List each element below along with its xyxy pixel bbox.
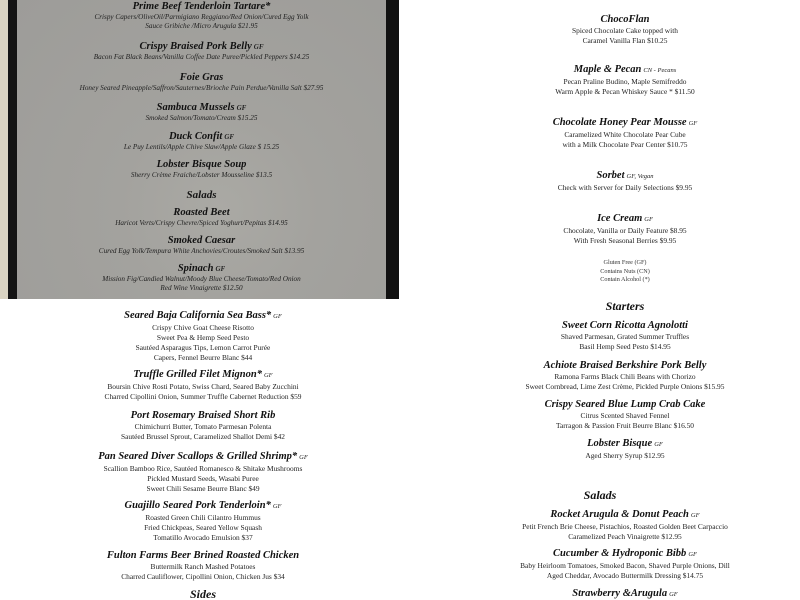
item-desc: Aged Cheddar, Avocado Buttermilk Dressing $14.75	[546, 571, 704, 580]
gf-tag: GF	[654, 441, 663, 448]
gf-tag: GF	[669, 591, 678, 598]
cn-tag: CN - Pecans	[643, 67, 677, 74]
item-desc: Tarragon & Passion Fruit Beurre Blanc $16.50	[555, 421, 695, 430]
item-desc: Pickled Mustard Seeds, Wasabi Puree	[147, 474, 259, 483]
item-desc: Sweet Cornbread, Lime Zest Crème, Pickled Purple Onions $15.95	[525, 382, 725, 391]
item-desc: Capers, Fennel Beurre Blanc $44	[153, 353, 253, 362]
gf-tag: GF	[224, 133, 235, 141]
photo-item	[17, 263, 386, 293]
gf-tag: GF	[690, 512, 700, 519]
photo-item	[17, 131, 386, 152]
photo-item	[17, 207, 386, 228]
item-name: Guajillo Seared Pork Tenderloin*	[124, 500, 271, 511]
item-desc: Crispy Capers/OliveOil/Parmigiano Reggiano/Red Onion/Cured Egg Yolk	[94, 13, 309, 21]
entree-item	[0, 550, 406, 582]
item-name: Lobster Bisque Soup	[156, 159, 247, 170]
item-desc: Check with Server for Daily Selections $9.95	[557, 183, 693, 192]
item-name: Fulton Farms Beer Brined Roasted Chicken	[106, 550, 300, 561]
item-desc: Smoked Salmon/Tomato/Cream $15.25	[145, 114, 258, 122]
item-name: Maple & Pecan	[573, 64, 642, 75]
salad-item	[450, 548, 800, 581]
dessert-item	[450, 14, 800, 46]
legend-cn: Contains Nuts (CN)	[600, 267, 650, 275]
section-heading-salads: Salads	[186, 189, 217, 201]
photo-item	[17, 72, 386, 93]
starter-item	[450, 360, 800, 392]
item-name: Pan Seared Diver Scallops & Grilled Shrimp*	[98, 451, 298, 462]
photo-frame-right	[386, 0, 399, 299]
item-name: Spinach	[177, 263, 214, 274]
entree-item	[0, 369, 406, 402]
item-desc: Chimichurri Butter, Tomato Parmesan Polenta	[134, 422, 272, 431]
entree-item	[0, 410, 406, 442]
item-desc: Le Puy Lentils/Apple Chive Slaw/Apple Glaze $ 15.25	[123, 143, 280, 151]
item-desc: Crispy Chive Goat Cheese Risotto	[152, 323, 254, 332]
gf-tag: GF	[688, 120, 698, 127]
item-name: Lobster Bisque	[587, 438, 653, 449]
section-heading-starters: Starters	[605, 299, 645, 313]
item-desc: Caramelized White Chocolate Pear Cube	[564, 130, 686, 139]
item-desc: Sherry Crème Fraiche/Lobster Mousseline $13.5	[130, 171, 273, 179]
item-desc: Bacon Fat Black Beans/Vanilla Coffee Date Puree/Pickled Peppers $14.25	[93, 53, 310, 61]
item-name: Truffle Grilled Filet Mignon*	[133, 369, 262, 380]
gf-tag: GF	[688, 551, 697, 558]
item-name: Prime Beef Tenderloin Tartare*	[132, 1, 271, 12]
photo-item	[17, 1, 386, 31]
item-desc: Fried Chickpeas, Seared Yellow Squash	[144, 523, 262, 532]
item-desc: Pecan Praline Budino, Maple Semifreddo	[563, 77, 687, 86]
item-desc: Basil Hemp Seed Pesto $14.95	[579, 342, 671, 351]
dietary-legend	[450, 259, 800, 285]
gf-tag: GF	[644, 216, 653, 223]
starter-item	[450, 320, 800, 352]
item-name: Rocket Arugula & Donut Peach	[550, 509, 689, 520]
photo-item	[17, 159, 386, 180]
item-name: Sambuca Mussels	[156, 102, 235, 113]
item-desc: Sauce Gribiche /Micro Arugula $21.95	[145, 22, 258, 30]
gf-tag: GF	[273, 313, 282, 320]
gf-vegan-tag: GF, Vegan	[626, 173, 654, 180]
item-desc: Sautéed Asparagus Tips, Lemon Carrot Purée	[135, 343, 271, 352]
salad-item	[450, 509, 800, 542]
item-name: Crispy Seared Blue Lump Crab Cake	[544, 399, 706, 410]
photo-menu-sheet	[17, 0, 386, 299]
item-desc: Boursin Chive Rosti Potato, Swiss Chard, Seared Baby Zucchini	[107, 382, 299, 391]
legend-gf: Gluten Free (GF)	[603, 259, 647, 266]
item-name: Cucumber & Hydroponic Bibb	[553, 548, 687, 559]
item-desc: Caramelized Peach Vinaigrette $12.95	[568, 532, 682, 541]
item-desc: With Fresh Seasonal Berries $9.95	[573, 236, 677, 245]
item-desc: Spiced Chocolate Cake topped with	[572, 26, 678, 35]
item-desc: Citrus Scented Shaved Fennel	[580, 411, 670, 420]
item-name: Smoked Caesar	[167, 235, 236, 246]
gf-tag: GF	[253, 43, 264, 51]
item-desc: Haricot Verts/Crispy Chevre/Spiced Yoghurt/Pepitas $14.95	[115, 219, 288, 227]
gf-tag: GF	[215, 265, 226, 273]
photo-item	[17, 235, 386, 256]
item-name: Roasted Beet	[173, 207, 230, 218]
item-desc: Sweet Pea & Hemp Seed Pesto	[156, 333, 250, 342]
entree-item	[0, 310, 406, 363]
entree-item	[0, 451, 406, 494]
item-desc: Charred Cipollini Onion, Summer Truffle Cabernet Reduction $59	[104, 392, 302, 401]
section-heading-sides: Sides	[189, 587, 216, 600]
item-desc: Shaved Parmesan, Grated Summer Truffles	[560, 332, 690, 341]
dessert-item	[450, 170, 800, 193]
menu-photo	[0, 0, 399, 299]
item-desc: Sautéed Brussel Sprout, Caramelized Shallot Demi $42	[120, 432, 285, 441]
item-desc: Aged Sherry Syrup $12.95	[585, 451, 665, 460]
item-desc: Roasted Green Chili Cilantro Hummus	[145, 513, 261, 522]
item-name: Port Rosemary Braised Short Rib	[130, 410, 276, 421]
item-name: ChocoFlan	[600, 14, 650, 25]
dessert-item	[450, 64, 800, 97]
item-desc: Honey Seared Pineapple/Saffron/Sauternes/Brioche Pain Perdue/Vanilla Salt $27.95	[79, 84, 324, 92]
photo-item	[17, 102, 386, 123]
gf-tag: GF	[236, 104, 247, 112]
item-desc: Buttermilk Ranch Mashed Potatoes	[150, 562, 256, 571]
item-name: Achiote Braised Berkshire Pork Belly	[543, 360, 707, 371]
item-name: Seared Baja California Sea Bass*	[124, 310, 272, 321]
item-name: Chocolate Honey Pear Mousse	[552, 117, 687, 128]
item-name: Sorbet	[596, 170, 625, 181]
gf-tag: GF	[272, 503, 282, 510]
gf-tag: GF	[263, 372, 273, 379]
item-desc: Tomatillo Avocado Emulsion $37	[153, 533, 253, 542]
entree-item	[0, 500, 406, 543]
item-desc: Sweet Chili Sesame Beurre Blanc $49	[146, 484, 260, 493]
item-desc: Red Wine Vinaigrette $12.50	[160, 284, 243, 292]
gf-tag: GF	[299, 454, 308, 461]
dessert-item	[450, 213, 800, 246]
item-name: Crispy Braised Pork Belly	[139, 41, 252, 52]
starter-item	[450, 438, 800, 461]
item-desc: Caramel Vanilla Flan $10.25	[582, 36, 668, 45]
item-desc: Mission Fig/Candied Walnut/Moody Blue Cheese/Tomato/Red Onion	[102, 275, 301, 283]
item-name: Strawberry &Arugula	[572, 588, 668, 599]
item-name: Foie Gras	[179, 72, 224, 83]
item-desc: Cured Egg Yolk/Tempura White Anchovies/Croutes/Smoked Salt $13.95	[98, 247, 305, 255]
item-desc: Baby Heirloom Tomatoes, Smoked Bacon, Shaved Purple Onions, Dill	[520, 561, 730, 570]
dessert-item	[450, 117, 800, 150]
legend-alcohol: Contain Alcohol (*)	[600, 276, 650, 283]
item-name: Duck Confit	[168, 131, 223, 142]
item-desc: Chocolate, Vanilla or Daily Feature $8.95	[563, 226, 687, 235]
item-desc: Warm Apple & Pecan Whiskey Sauce * $11.50	[555, 87, 695, 96]
photo-item	[17, 41, 386, 62]
item-desc: Petit French Brie Cheese, Pistachios, Roasted Golden Beet Carpaccio	[522, 522, 728, 531]
starter-item	[450, 399, 800, 431]
item-desc: Scallion Bamboo Rice, Sautéed Romanesco & Shitake Mushrooms	[103, 464, 303, 473]
item-desc: Charred Cauliflower, Cipollini Onion, Chicken Jus $34	[121, 572, 285, 581]
salad-item	[450, 588, 800, 600]
item-desc: with a Milk Chocolate Pear Center $10.75	[562, 140, 688, 149]
photo-frame-left	[8, 0, 17, 299]
item-name: Sweet Corn Ricotta Agnolotti	[562, 320, 688, 331]
section-heading-salads: Salads	[583, 488, 617, 502]
item-desc: Ramona Farms Black Chili Beans with Chorizo	[554, 372, 696, 381]
item-name: Ice Cream	[597, 213, 643, 224]
